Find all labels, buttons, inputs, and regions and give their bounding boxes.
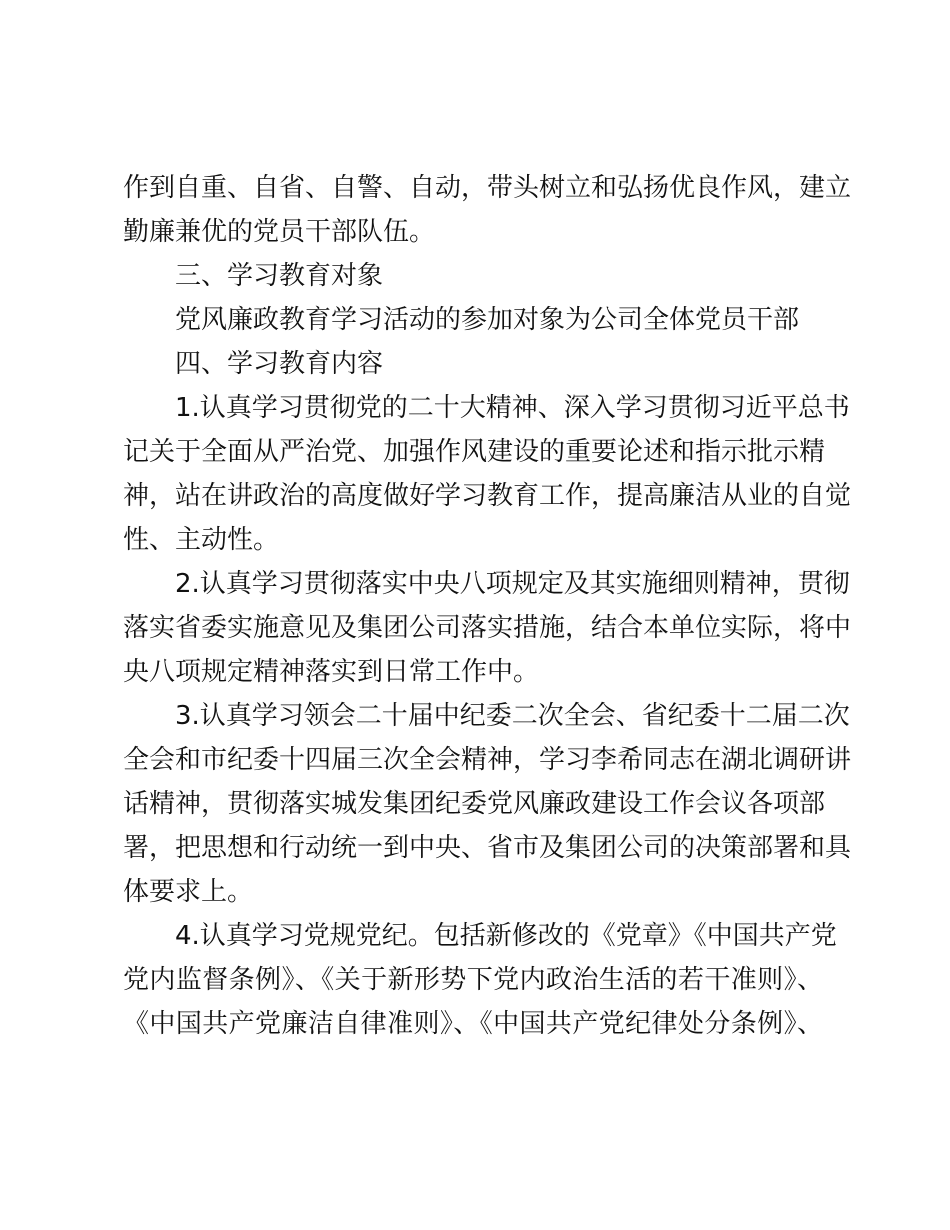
section-heading: 三、学习教育对象 — [175, 261, 384, 291]
text-line: 落实省委实施意见及集团公司落实措施，结合本单位实际，将中 — [123, 613, 852, 643]
text-line: 署，把思想和行动统一到中央、省市及集团公司的决策部署和具 — [123, 833, 852, 863]
list-item-start: 2.认真学习贯彻落实中央八项规定及其实施细则精神，贯彻 — [175, 569, 850, 599]
text-line: 性、主动性。 — [123, 525, 280, 555]
text-line: 记关于全面从严治党、加强作风建设的重要论述和指示批示精 — [123, 437, 826, 467]
text-line: 勤廉兼优的党员干部队伍。 — [123, 217, 436, 247]
text-line: 央八项规定精神落实到日常工作中。 — [123, 657, 540, 687]
text-line: 党风廉政教育学习活动的参加对象为公司全体党员干部 — [175, 305, 800, 335]
list-item-start: 1.认真学习贯彻党的二十大精神、深入学习贯彻习近平总书 — [175, 393, 850, 423]
text-line: 作到自重、自省、自警、自动，带头树立和弘扬优良作风，建立 — [123, 173, 852, 203]
text-line: 全会和市纪委十四届三次全会精神，学习李希同志在湖北调研讲 — [123, 745, 852, 775]
list-item-start: 4.认真学习党规党纪。包括新修改的《党章》《中国共产党 — [175, 921, 837, 951]
text-line: 体要求上。 — [123, 877, 254, 907]
text-line: 《中国共产党廉洁自律准则》、《中国共产党纪律处分条例》、 — [123, 1009, 823, 1039]
text-line: 党内监督条例》、《关于新形势下党内政治生活的若干准则》、 — [123, 965, 823, 995]
list-item-start: 3.认真学习领会二十届中纪委二次全会、省纪委十二届二次 — [175, 701, 850, 731]
text-line: 神，站在讲政治的高度做好学习教育工作，提高廉洁从业的自觉 — [123, 481, 852, 511]
text-line: 话精神，贯彻落实城发集团纪委党风廉政建设工作会议各项部 — [123, 789, 826, 819]
section-heading: 四、学习教育内容 — [175, 349, 384, 379]
document-body — [123, 166, 852, 1046]
